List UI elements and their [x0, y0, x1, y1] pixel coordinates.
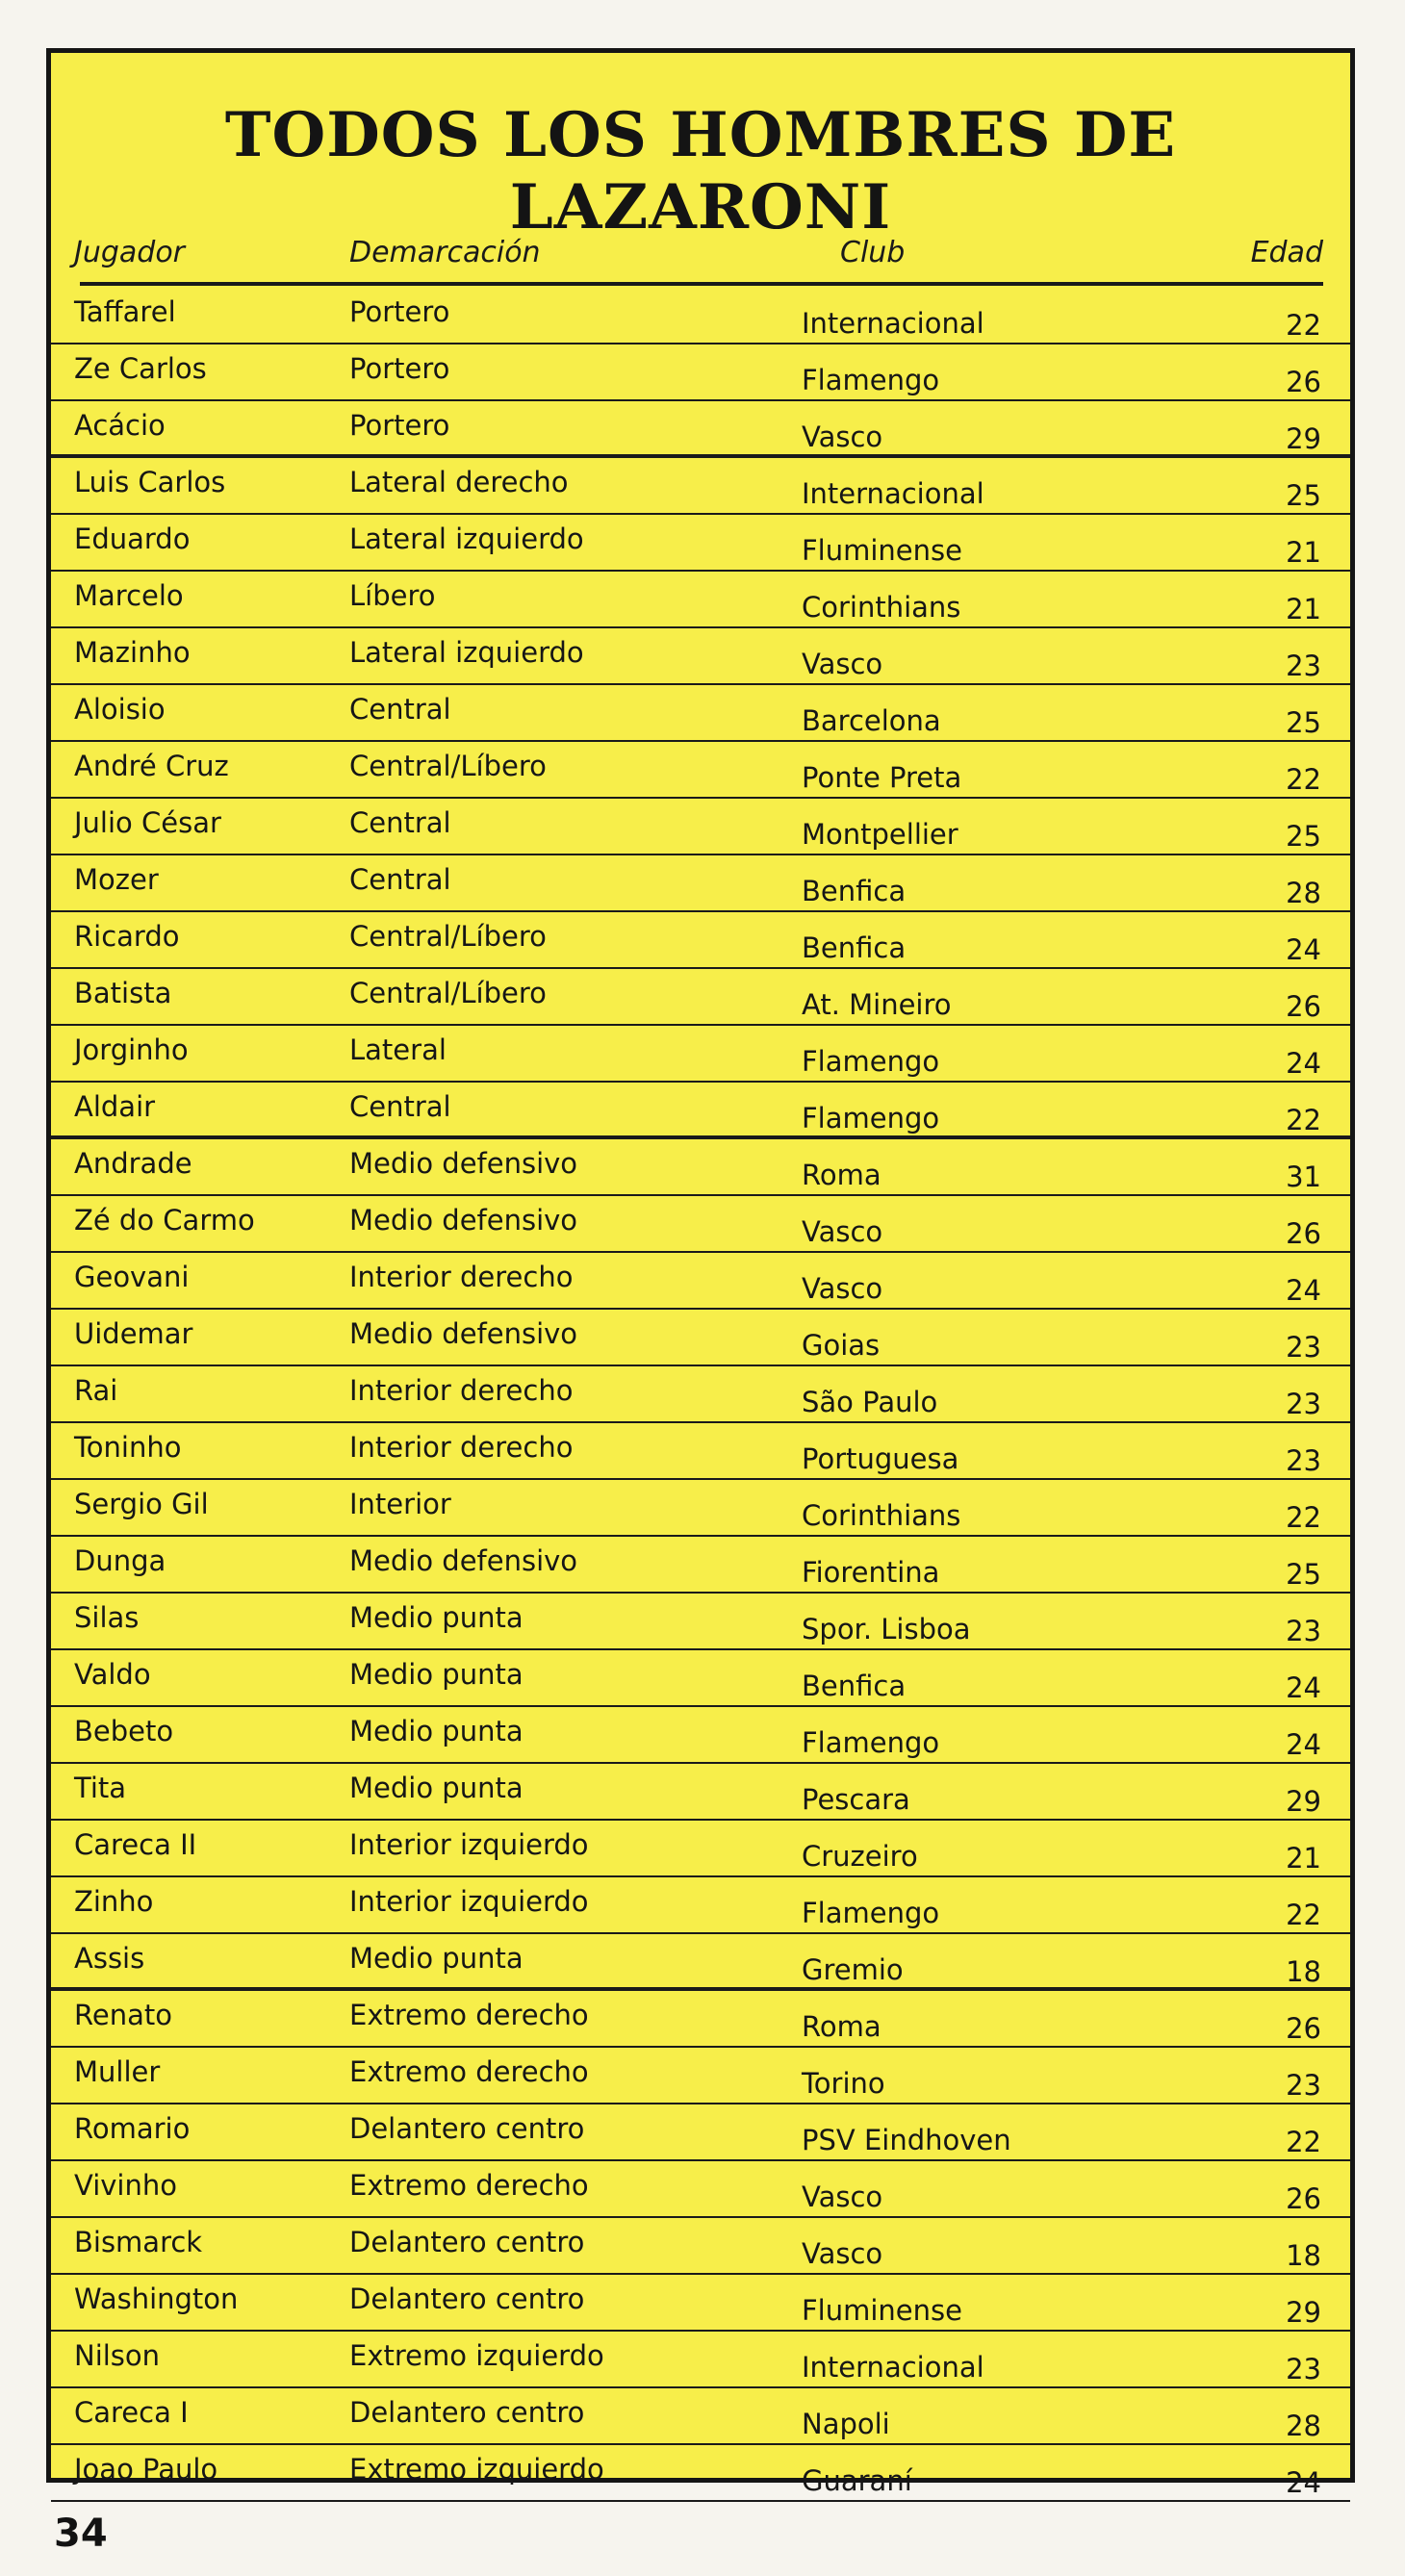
player-name: Romario — [74, 2112, 191, 2145]
player-age: 22 — [1286, 1899, 1321, 1931]
player-club: Cruzeiro — [802, 1840, 918, 1873]
player-club: São Paulo — [802, 1386, 938, 1418]
table-row — [51, 458, 1350, 515]
table-row — [51, 685, 1350, 742]
player-name: Zé do Carmo — [74, 1204, 255, 1237]
player-age: 22 — [1286, 1104, 1321, 1136]
player-club: Vasco — [802, 1215, 883, 1248]
player-age: 23 — [1286, 1615, 1321, 1647]
table-row — [51, 2161, 1350, 2218]
player-club: Internacional — [802, 307, 984, 340]
table-row — [51, 799, 1350, 855]
table-row — [51, 344, 1350, 401]
player-name: Careca II — [74, 1828, 197, 1861]
player-age: 22 — [1286, 763, 1321, 796]
player-age: 24 — [1286, 1047, 1321, 1080]
player-club: Napoli — [802, 2408, 890, 2440]
player-position: Interior derecho — [349, 1431, 574, 1464]
player-position: Interior — [349, 1488, 451, 1520]
player-age: 24 — [1286, 1728, 1321, 1761]
player-name: Sergio Gil — [74, 1488, 209, 1520]
table-row — [51, 2218, 1350, 2275]
table-row — [51, 1764, 1350, 1821]
player-club: Benfica — [802, 875, 907, 907]
player-name: Eduardo — [74, 523, 191, 555]
player-club: Vasco — [802, 2181, 883, 2213]
table-row — [51, 401, 1350, 458]
player-club: Fluminense — [802, 2294, 962, 2327]
player-position: Medio punta — [349, 1658, 524, 1691]
player-name: Uidemar — [74, 1317, 193, 1350]
table-row — [51, 2445, 1350, 2502]
table-row — [51, 1310, 1350, 1366]
player-position: Central/Líbero — [349, 750, 547, 782]
player-position: Lateral — [349, 1033, 447, 1066]
player-age: 28 — [1286, 2410, 1321, 2442]
player-club: Fluminense — [802, 534, 962, 567]
player-position: Medio defensivo — [349, 1147, 578, 1180]
player-club: Roma — [802, 1159, 881, 1191]
column-header-position: Demarcación — [349, 236, 541, 269]
player-position: Medio defensivo — [349, 1204, 578, 1237]
table-row — [51, 969, 1350, 1026]
player-club: At. Mineiro — [802, 988, 952, 1021]
player-club: Flamengo — [802, 1045, 940, 1078]
player-name: Vivinho — [74, 2169, 177, 2202]
player-age: 23 — [1286, 2353, 1321, 2385]
table-row — [51, 1877, 1350, 1934]
table-row — [51, 2388, 1350, 2445]
player-name: Bismarck — [74, 2226, 203, 2258]
player-club: Vasco — [802, 421, 883, 453]
player-position: Medio punta — [349, 1942, 524, 1975]
player-age: 22 — [1286, 1501, 1321, 1534]
table-row — [51, 2332, 1350, 2388]
player-position: Medio defensivo — [349, 1317, 578, 1350]
player-name: Batista — [74, 977, 172, 1009]
player-position: Central — [349, 863, 451, 896]
player-club: Portuguesa — [802, 1442, 959, 1475]
player-club: Ponte Preta — [802, 761, 962, 794]
player-position: Central — [349, 693, 451, 726]
player-position: Extremo derecho — [349, 2169, 589, 2202]
player-age: 22 — [1286, 2126, 1321, 2158]
table-title: TODOS LOS HOMBRES DE LAZARONI — [224, 99, 1177, 243]
player-club: Gremio — [802, 1953, 904, 1986]
player-club: Vasco — [802, 2237, 883, 2270]
player-club: Benfica — [802, 1670, 907, 1702]
table-row — [51, 1139, 1350, 1196]
player-name: Ze Carlos — [74, 352, 207, 385]
table-row — [51, 1707, 1350, 1764]
player-age: 29 — [1286, 1785, 1321, 1818]
player-rows — [51, 288, 1350, 2502]
player-position: Medio punta — [349, 1772, 524, 1804]
player-name: Taffarel — [74, 295, 176, 328]
player-club: Corinthians — [802, 1499, 961, 1532]
player-age: 25 — [1286, 706, 1321, 739]
player-name: Ricardo — [74, 920, 180, 953]
player-position: Medio defensivo — [349, 1544, 578, 1577]
table-row — [51, 1991, 1350, 2048]
player-club: Vasco — [802, 1272, 883, 1305]
player-club: Vasco — [802, 648, 883, 680]
player-age: 28 — [1286, 877, 1321, 909]
player-club: Flamengo — [802, 1102, 940, 1135]
player-name: Julio César — [74, 806, 221, 839]
player-position: Portero — [349, 295, 450, 328]
table-row — [51, 1196, 1350, 1253]
player-age: 24 — [1286, 1671, 1321, 1704]
player-position: Interior derecho — [349, 1374, 574, 1407]
player-age: 23 — [1286, 1331, 1321, 1364]
player-age: 21 — [1286, 1842, 1321, 1875]
table-row — [51, 742, 1350, 799]
player-name: Zinho — [74, 1885, 154, 1918]
player-name: Dunga — [74, 1544, 166, 1577]
player-name: Renato — [74, 1999, 172, 2031]
table-row — [51, 1253, 1350, 1310]
player-position: Medio punta — [349, 1601, 524, 1634]
player-position: Central — [349, 806, 451, 839]
player-name: Washington — [74, 2283, 239, 2315]
player-name: Aloisio — [74, 693, 166, 726]
player-club: Barcelona — [802, 704, 941, 737]
table-row — [51, 515, 1350, 572]
player-position: Portero — [349, 409, 450, 442]
player-name: Silas — [74, 1601, 140, 1634]
player-age: 23 — [1286, 1444, 1321, 1477]
player-name: Rai — [74, 1374, 118, 1407]
player-club: Corinthians — [802, 591, 961, 624]
player-age: 29 — [1286, 2296, 1321, 2329]
player-club: Torino — [802, 2067, 885, 2100]
header-divider — [80, 282, 1323, 286]
table-row — [51, 628, 1350, 685]
player-position: Extremo izquierdo — [349, 2453, 604, 2486]
player-club: Goias — [802, 1329, 881, 1362]
table-row — [51, 1934, 1350, 1991]
player-age: 24 — [1286, 933, 1321, 966]
page-number: 34 — [54, 2512, 108, 2556]
player-club: Roma — [802, 2010, 881, 2043]
column-header-club: Club — [840, 236, 906, 269]
player-name: Marcelo — [74, 579, 184, 612]
player-name: Luis Carlos — [74, 466, 226, 498]
player-age: 23 — [1286, 650, 1321, 682]
player-position: Central/Líbero — [349, 977, 547, 1009]
player-position: Portero — [349, 352, 450, 385]
table-row — [51, 288, 1350, 344]
player-name: Valdo — [74, 1658, 151, 1691]
player-age: 23 — [1286, 2069, 1321, 2102]
player-name: André Cruz — [74, 750, 229, 782]
player-club: Spor. Lisboa — [802, 1613, 971, 1645]
player-name: Mozer — [74, 863, 159, 896]
player-name: Mazinho — [74, 636, 191, 669]
player-club: Guaraní — [802, 2464, 912, 2497]
player-club: Flamengo — [802, 364, 940, 396]
column-header-player: Jugador — [74, 236, 186, 269]
table-row — [51, 1083, 1350, 1139]
player-name: Nilson — [74, 2339, 161, 2372]
player-club: Flamengo — [802, 1726, 940, 1759]
player-club: Montpellier — [802, 818, 958, 851]
table-row — [51, 1537, 1350, 1594]
player-position: Extremo derecho — [349, 2055, 589, 2088]
player-age: 25 — [1286, 820, 1321, 853]
table-row — [51, 855, 1350, 912]
table-row — [51, 912, 1350, 969]
player-age: 31 — [1286, 1160, 1321, 1193]
player-age: 18 — [1286, 2239, 1321, 2272]
table-row — [51, 2275, 1350, 2332]
player-age: 26 — [1286, 990, 1321, 1023]
player-age: 23 — [1286, 1388, 1321, 1420]
player-name: Muller — [74, 2055, 161, 2088]
player-position: Delantero centro — [349, 2226, 585, 2258]
table-row — [51, 1480, 1350, 1537]
player-age: 26 — [1286, 2182, 1321, 2215]
player-club: Benfica — [802, 931, 907, 964]
player-name: Acácio — [74, 409, 166, 442]
player-position: Líbero — [349, 579, 436, 612]
player-age: 18 — [1286, 1955, 1321, 1988]
player-position: Lateral izquierdo — [349, 636, 584, 669]
player-position: Central/Líbero — [349, 920, 547, 953]
squad-table-panel — [46, 48, 1355, 2499]
player-position: Interior derecho — [349, 1261, 574, 1293]
table-row — [51, 1423, 1350, 1480]
player-position: Medio punta — [349, 1715, 524, 1747]
table-row — [51, 572, 1350, 628]
player-name: Toninho — [74, 1431, 182, 1464]
player-name: Bebeto — [74, 1715, 174, 1747]
player-position: Extremo izquierdo — [349, 2339, 604, 2372]
player-age: 24 — [1286, 1274, 1321, 1307]
player-position: Extremo derecho — [349, 1999, 589, 2031]
player-name: Assis — [74, 1942, 145, 1975]
table-row — [51, 1026, 1350, 1083]
player-age: 24 — [1286, 2466, 1321, 2499]
player-age: 22 — [1286, 309, 1321, 342]
player-position: Delantero centro — [349, 2283, 585, 2315]
player-position: Lateral derecho — [349, 466, 569, 498]
player-name: Careca I — [74, 2396, 189, 2429]
player-name: Geovani — [74, 1261, 190, 1293]
player-age: 21 — [1286, 536, 1321, 569]
table-row — [51, 2104, 1350, 2161]
table-row — [51, 1821, 1350, 1877]
player-age: 21 — [1286, 593, 1321, 625]
player-club: PSV Eindhoven — [802, 2124, 1011, 2156]
table-row — [51, 1650, 1350, 1707]
player-age: 25 — [1286, 1558, 1321, 1591]
player-club: Internacional — [802, 477, 984, 510]
player-name: Tita — [74, 1772, 127, 1804]
player-position: Interior izquierdo — [349, 1828, 589, 1861]
player-position: Interior izquierdo — [349, 1885, 589, 1918]
player-name: Joao Paulo — [74, 2453, 218, 2486]
player-position: Delantero centro — [349, 2112, 585, 2145]
player-club: Fiorentina — [802, 1556, 940, 1589]
player-age: 25 — [1286, 479, 1321, 512]
player-age: 26 — [1286, 1217, 1321, 1250]
player-club: Internacional — [802, 2351, 984, 2384]
table-row — [51, 1366, 1350, 1423]
player-age: 26 — [1286, 2012, 1321, 2045]
player-age: 26 — [1286, 366, 1321, 398]
player-name: Jorginho — [74, 1033, 189, 1066]
player-club: Pescara — [802, 1783, 910, 1816]
player-name: Aldair — [74, 1090, 156, 1123]
player-position: Central — [349, 1090, 451, 1123]
player-position: Delantero centro — [349, 2396, 585, 2429]
player-position: Lateral izquierdo — [349, 523, 584, 555]
player-age: 29 — [1286, 422, 1321, 455]
column-header-age: Edad — [1250, 236, 1323, 269]
table-row — [51, 1594, 1350, 1650]
player-club: Flamengo — [802, 1897, 940, 1929]
table-row — [51, 2048, 1350, 2104]
player-name: Andrade — [74, 1147, 192, 1180]
